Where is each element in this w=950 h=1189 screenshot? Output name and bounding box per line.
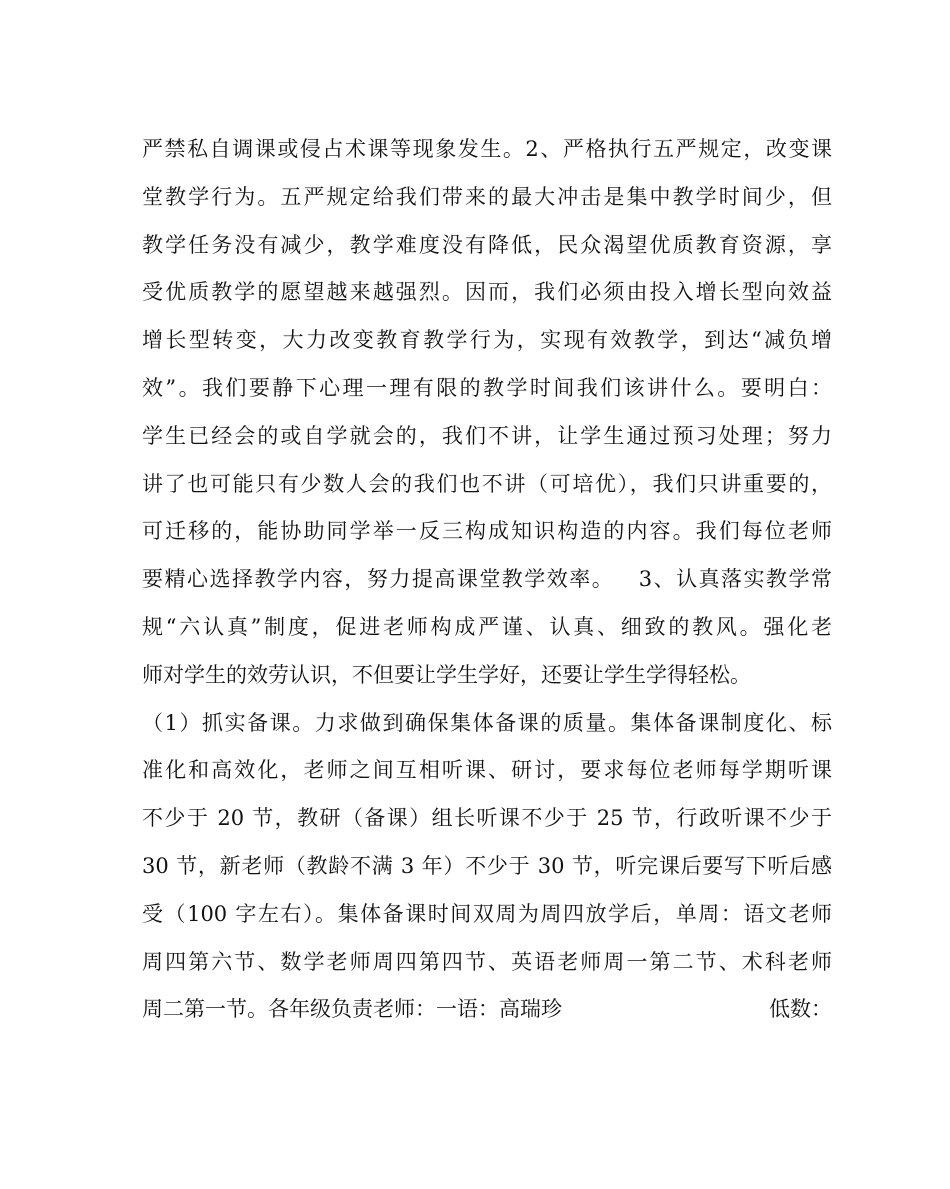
text-line: 严禁私自调课或侵占术课等现象发生。2、严格执行五严规定，改变课 xyxy=(142,137,832,161)
text-line: 受（100 字左右）。集体备课时间双周为周四放学后，单周：语文老师 xyxy=(142,901,832,926)
last-line-left-text: 周二第一节。各年级负责老师：一语：高瑞珍 xyxy=(142,997,562,1022)
text-line: 准化和高效化，老师之间互相听课、研讨，要求每位老师每学期听课 xyxy=(142,758,832,783)
text-line: 师对学生的效劳认识，不但要让学生学好，还要让学生学得轻松。 xyxy=(142,662,751,687)
text-line: 可迁移的，能协助同学举一反三构成知识构造的内容。我们每位老师 xyxy=(142,519,832,544)
last-line-right-text: 低数： xyxy=(769,997,832,1022)
text-line: 效”。我们要静下心理一理有限的教学时间我们该讲什么。要明白： xyxy=(142,375,832,400)
body-text xyxy=(142,126,832,1034)
text-line: 教学任务没有减少，教学难度没有降低，民众渴望优质教育资源，享 xyxy=(142,232,832,257)
text-line: 30 节，新老师（教龄不满 3 年）不少于 30 节，听完课后要写下听后感 xyxy=(142,853,832,878)
text-line: 受优质教学的愿望越来越强烈。因而，我们必须由投入增长型向效益 xyxy=(142,280,832,305)
text-line: 学生已经会的或自学就会的，我们不讲，让学生通过预习处理；努力 xyxy=(142,423,832,448)
text-line: 规“六认真”制度，促进老师构成严谨、认真、细致的教风。强化老 xyxy=(142,614,832,639)
text-line: （1）抓实备课。力求做到确保集体备课的质量。集体备课制度化、标 xyxy=(142,710,832,735)
text-line: 堂教学行为。五严规定给我们带来的最大冲击是集中教学时间少，但 xyxy=(142,184,832,209)
text-line: 增长型转变，大力改变教育教学行为，实现有效教学，到达“减负增 xyxy=(142,328,832,353)
text-line-last xyxy=(142,986,832,1034)
text-line: 周四第六节、数学老师周四第四节、英语老师周一第二节、术科老师 xyxy=(142,949,832,974)
text-line: 不少于 20 节，教研（备课）组长听课不少于 25 节，行政听课不少于 xyxy=(142,806,832,831)
text-line: 讲了也可能只有少数人会的我们也不讲（可培优），我们只讲重要的， xyxy=(142,471,832,496)
text-line: 要精心选择教学内容，努力提高课堂教学效率。 3、认真落实教学常 xyxy=(142,567,832,592)
